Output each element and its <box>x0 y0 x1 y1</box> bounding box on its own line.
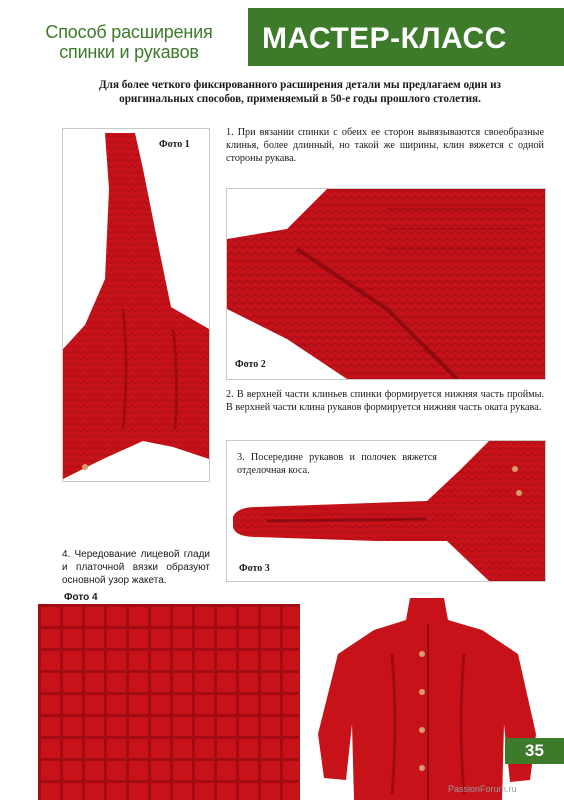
intro-text: Для более четкого фиксированного расширения детали мы предлагаем один из оригинальных способов, применяемый в 50-е годы прошлого столетия. <box>98 79 502 105</box>
paragraph-3: 3. Посередине рукавов и полочек вяжется отделочная коса. <box>237 452 437 476</box>
paragraph-4: 4. Чередование лицевой глади и платочной вязки образуют основной узор жакета. <box>62 549 210 586</box>
photo-2 <box>226 188 546 380</box>
photo-2-caption: Фото 2 <box>235 359 266 370</box>
section-title <box>18 22 240 62</box>
page-number: 35 <box>505 738 564 764</box>
paragraph-2: 2. В верхней части клиньев спинки формируется нижняя часть проймы. В верхней части клина рукавов формируется нижняя часть оката рукава. <box>226 389 544 413</box>
header-band-title: МАСТЕР-КЛАСС <box>262 22 507 55</box>
watermark: PassionForum.ru <box>448 784 517 794</box>
photo-4-caption: Фото 4 <box>64 592 98 603</box>
photo-4 <box>38 604 300 800</box>
jacket-photo <box>312 594 542 800</box>
section-title-line2: спинки и рукавов <box>59 42 199 62</box>
photo-1-caption: Фото 1 <box>159 139 190 150</box>
paragraph-1: 1. При вязании спинки с обеих ее сторон вывязываются своеобразные клинья, более длинный, но такой же ширины, клин вяжется с одной стороны рукава. <box>226 127 544 164</box>
section-title-line1: Способ расширения <box>45 22 213 42</box>
photo-3 <box>226 440 546 582</box>
photo-3-caption: Фото 3 <box>239 563 270 574</box>
photo-1 <box>62 128 210 482</box>
